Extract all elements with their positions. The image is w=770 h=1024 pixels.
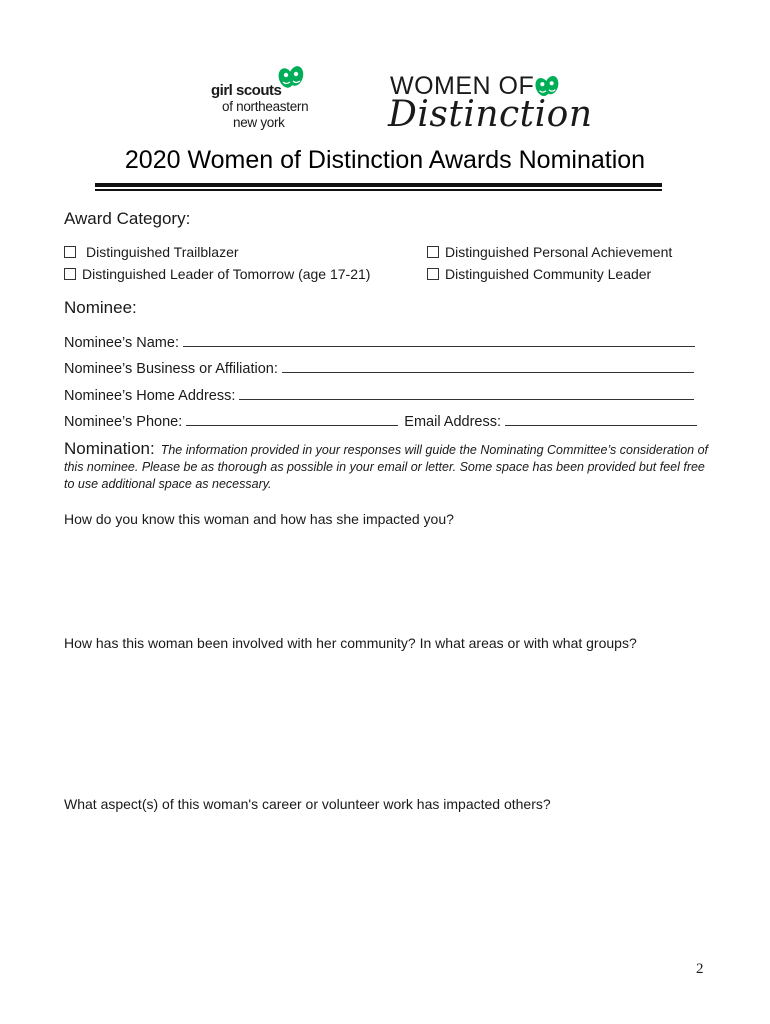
checkbox-distinguished-trailblazer[interactable] [64,244,239,260]
checkbox-icon[interactable] [64,268,76,280]
field-label: Nominee’s Name: [64,335,179,351]
nominee-contact-field[interactable] [64,412,697,430]
checkbox-distinguished-leader-of-tomorrow[interactable] [64,266,370,282]
nominee-name-field[interactable] [64,333,695,351]
page-number: 2 [696,961,704,977]
nominee-address-field[interactable] [64,386,694,404]
logo-text-distinction: Distinction [388,94,593,135]
checkbox-label: Distinguished Personal Achievement [445,244,673,260]
checkbox-distinguished-personal-achievement[interactable] [427,244,672,260]
logo-text-northeastern: of northeastern [222,99,309,114]
logo-text-women-of: WOMEN OF [390,72,535,100]
nomination-intro [64,440,714,493]
field-label: Nominee’s Home Address: [64,388,236,404]
field-label: Email Address: [404,414,502,430]
checkbox-icon[interactable] [427,268,439,280]
checkbox-label: Distinguished Community Leader [445,266,652,282]
nominee-address-line[interactable] [239,386,694,400]
nomination-heading: Nomination: [64,439,155,458]
checkbox-icon[interactable] [427,246,439,258]
question-1: How do you know this woman and how has she impacted you? [64,511,454,527]
nominee-phone-line[interactable] [186,412,398,426]
nomination-instructions: The information provided in your responses will guide the Nominating Committee’s consideration of this nominee. Please be as thorough as possible in your email or letter. Some space has been provided but feel free to use additional space as necessary. [64,443,708,491]
checkbox-label: Distinguished Trailblazer [86,244,239,260]
page-title: 2020 Women of Distinction Awards Nomination [124,146,646,174]
nominee-email-line[interactable] [505,412,697,426]
checkbox-label: Distinguished Leader of Tomorrow (age 17-21) [82,266,371,282]
question-2: How has this woman been involved with her community? In what areas or with what groups? [64,635,637,651]
nominee-heading: Nominee: [64,298,137,317]
award-category-heading: Award Category: [64,209,191,228]
logo-text-girl-scouts: girl scouts [211,82,282,99]
field-label: Nominee’s Phone: [64,414,183,430]
girl-scouts-logo [209,66,319,132]
checkbox-distinguished-community-leader[interactable] [427,266,651,282]
question-3: What aspect(s) of this woman's career or volunteer work has impacted others? [64,796,551,812]
title-divider-thin [95,189,662,191]
field-label: Nominee’s Business or Affiliation: [64,361,278,377]
checkbox-icon[interactable] [64,246,76,258]
title-divider [95,183,662,187]
nominee-name-line[interactable] [183,333,695,347]
women-of-distinction-logo [388,72,593,138]
logo-text-new-york: new york [233,115,285,130]
nominee-business-line[interactable] [282,359,694,373]
nominee-business-field[interactable] [64,359,694,377]
